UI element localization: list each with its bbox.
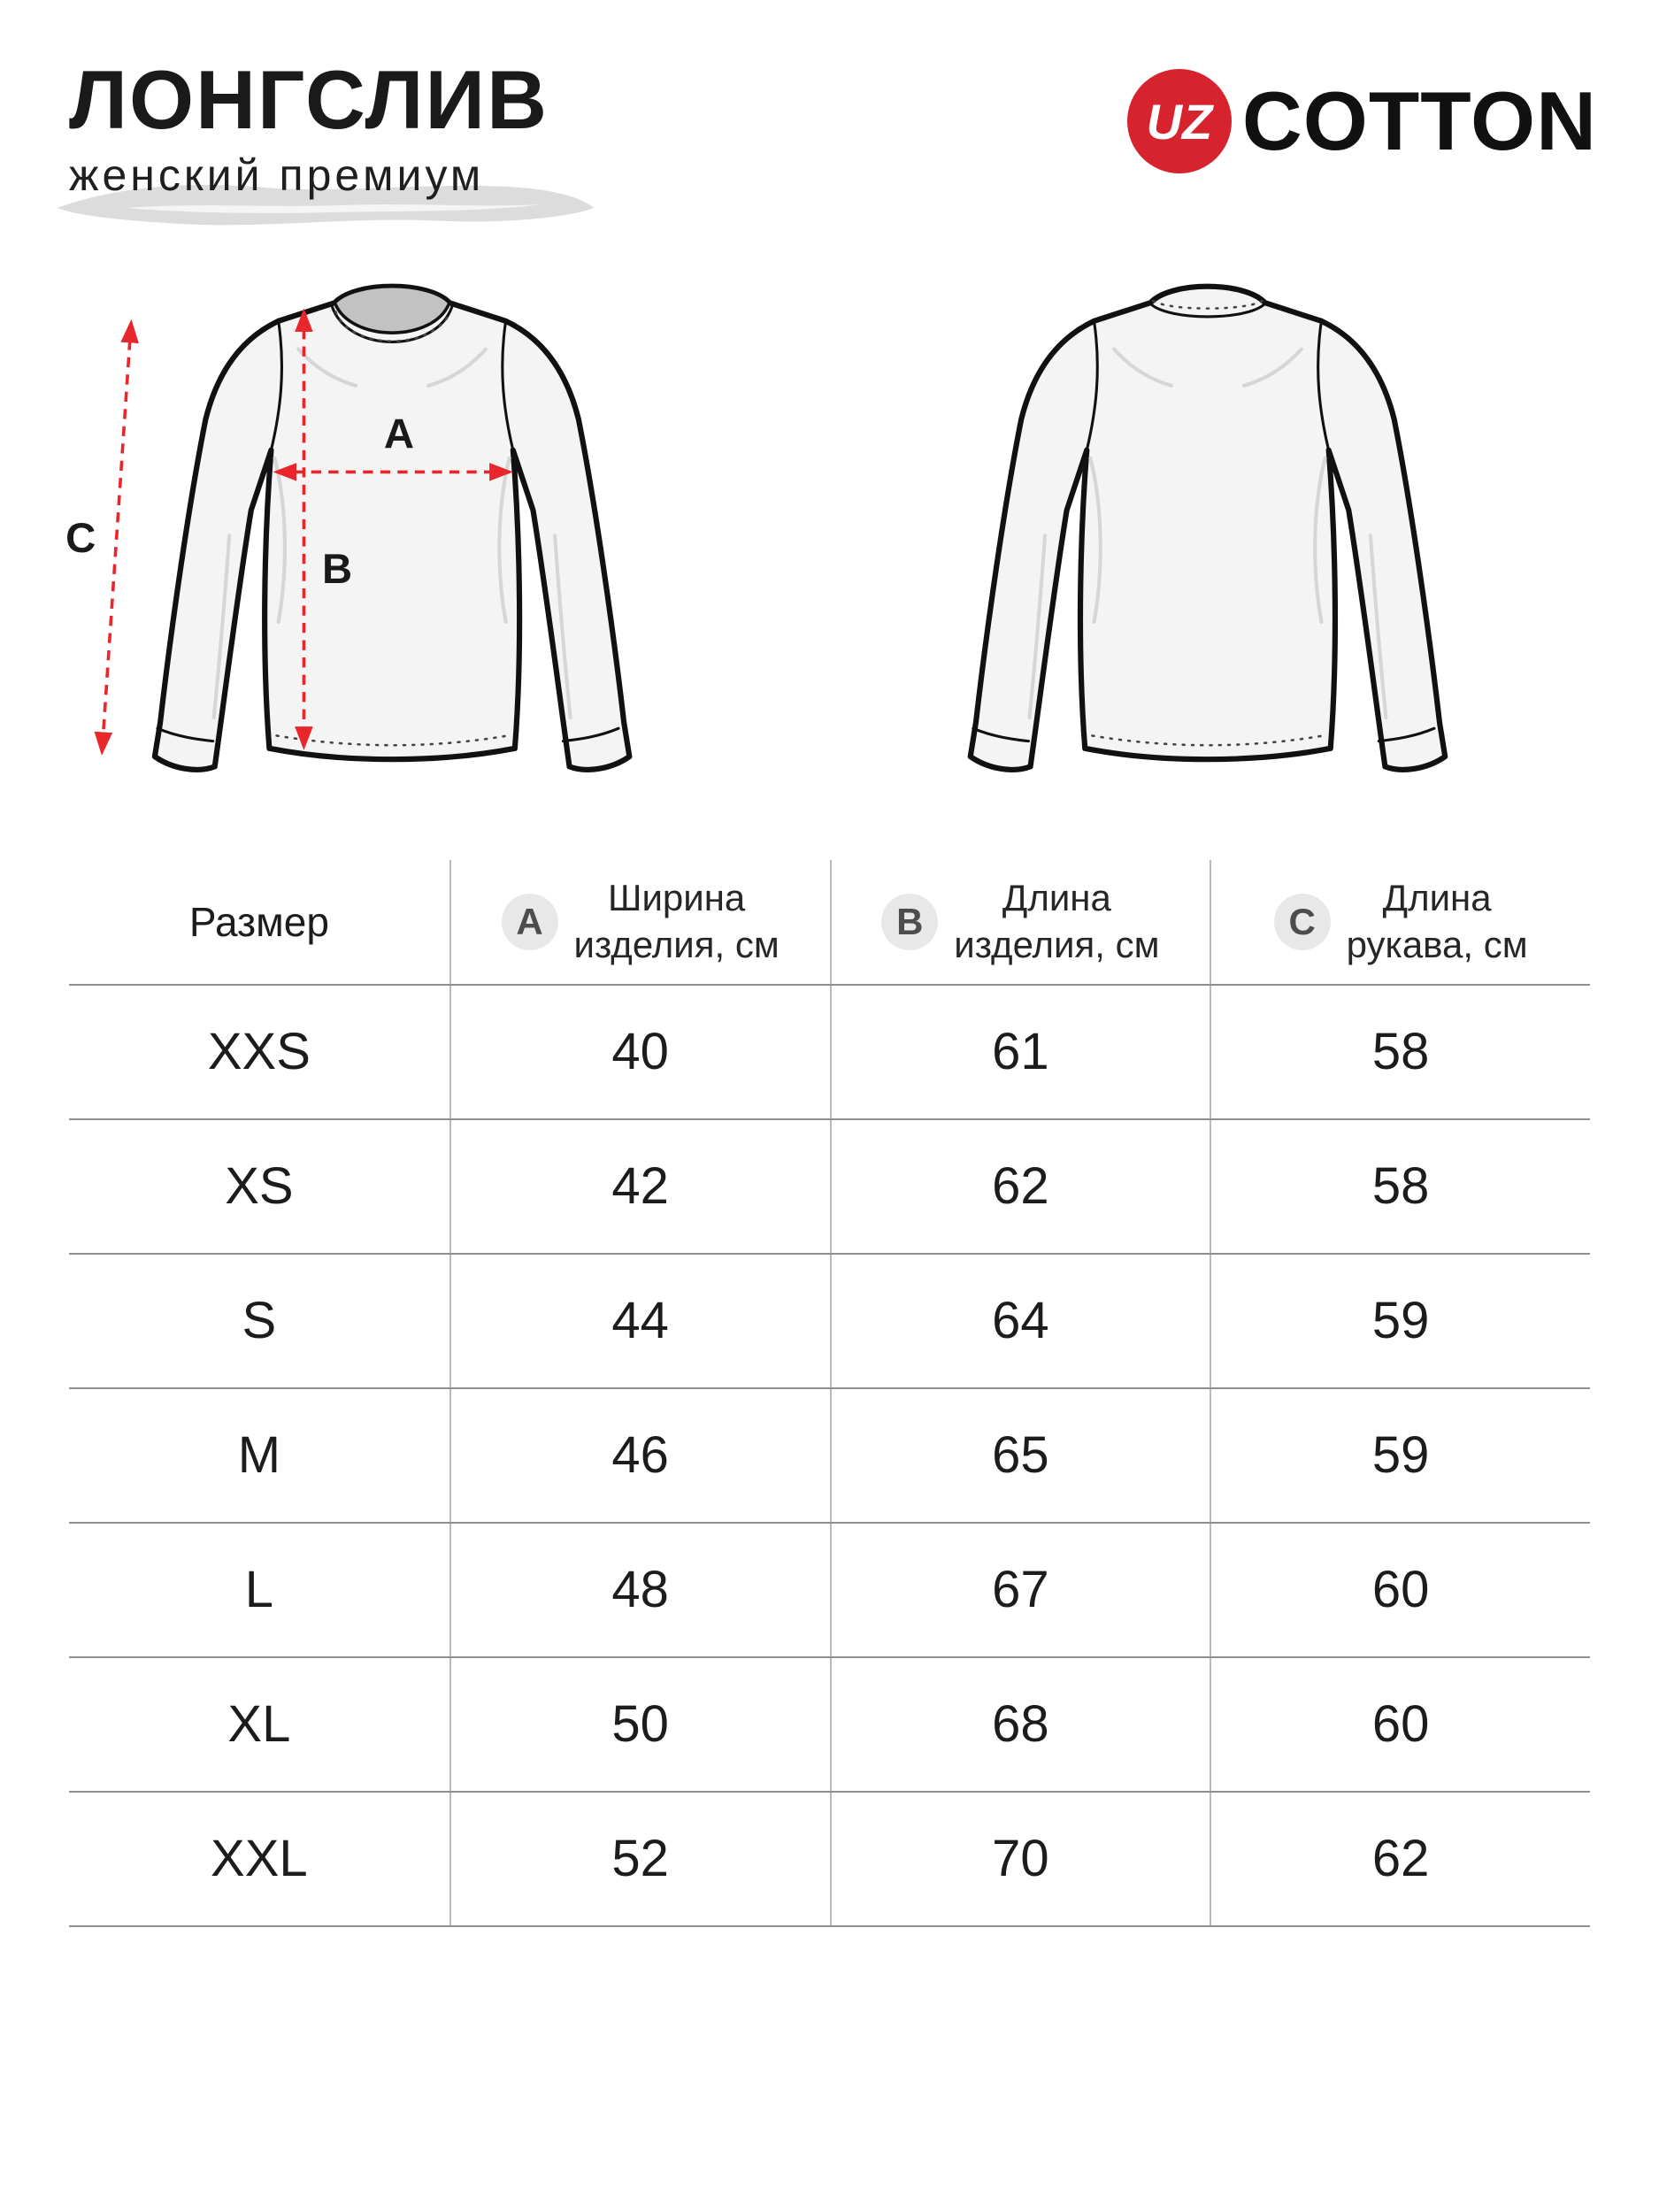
title-block <box>69 53 549 201</box>
logo-brand-name: COTTON <box>1241 74 1597 167</box>
sleeve-measure-label: C <box>65 514 96 562</box>
length-cell: 68 <box>830 1658 1210 1791</box>
width-measure-label: A <box>383 411 415 458</box>
table-row <box>69 1793 1590 1927</box>
length-cell: 61 <box>830 986 1210 1118</box>
header <box>35 53 1624 201</box>
sleeve-arrow <box>102 323 131 752</box>
size-cell: XL <box>227 1695 291 1754</box>
size-table <box>69 860 1590 1927</box>
sleeve-cell: 62 <box>1210 1793 1590 1925</box>
width-cell: 42 <box>449 1120 830 1253</box>
sleeve-cell: 60 <box>1210 1524 1590 1656</box>
sleeve-cell: 59 <box>1210 1255 1590 1387</box>
length-measure-label: B <box>322 545 353 593</box>
length-cell: 62 <box>830 1120 1210 1253</box>
shirt-outline <box>155 286 630 769</box>
letter-b-badge-icon: B <box>881 894 938 950</box>
table-row <box>69 1389 1590 1524</box>
table-row <box>69 1255 1590 1389</box>
page-subtitle: женский премиум <box>69 150 485 200</box>
size-cell: XXL <box>211 1830 308 1888</box>
table-row <box>69 1658 1590 1793</box>
width-cell: 48 <box>449 1524 830 1656</box>
shirt-outline <box>971 286 1446 769</box>
width-column-label <box>574 875 780 968</box>
size-cell: S <box>242 1292 277 1350</box>
sleeve-cell: 58 <box>1210 1120 1590 1253</box>
sleeve-column-label <box>1347 875 1528 968</box>
column-unit: изделия, см <box>954 923 1160 965</box>
sleeve-cell: 60 <box>1210 1658 1590 1791</box>
table-header-row <box>69 860 1590 986</box>
sleeve-column-header <box>1210 860 1590 984</box>
sleeve-cell: 59 <box>1210 1389 1590 1522</box>
logo-uz-badge-icon: UZ <box>1127 69 1232 173</box>
shirt-silhouette <box>155 286 630 769</box>
column-unit: рукава, см <box>1346 923 1528 965</box>
column-title: Ширина <box>607 877 746 919</box>
column-title: Длина <box>1382 877 1492 919</box>
width-cell: 50 <box>449 1658 830 1791</box>
width-cell: 40 <box>449 986 830 1118</box>
back-view-drawing <box>918 263 1500 819</box>
letter-c-badge-icon: C <box>1274 894 1331 950</box>
length-cell: 65 <box>830 1389 1210 1522</box>
width-cell: 44 <box>449 1255 830 1387</box>
size-cell: XXS <box>207 1023 311 1081</box>
length-cell: 67 <box>830 1524 1210 1656</box>
size-cell: L <box>244 1561 273 1619</box>
garment-views <box>35 263 1624 819</box>
size-cell: XS <box>225 1157 294 1216</box>
length-column-label <box>954 875 1159 968</box>
column-unit: изделия, см <box>573 923 780 965</box>
length-cell: 70 <box>830 1793 1210 1925</box>
length-cell: 64 <box>830 1255 1210 1387</box>
letter-a-badge-icon: A <box>502 894 558 950</box>
brand-logo <box>1127 69 1597 173</box>
width-cell: 46 <box>449 1389 830 1522</box>
size-column-header: Размер <box>188 898 329 945</box>
page-title: ЛОНГСЛИВ <box>69 53 549 146</box>
length-column-header <box>830 860 1210 984</box>
width-cell: 52 <box>449 1793 830 1925</box>
width-column-header <box>449 860 830 984</box>
table-row <box>69 1524 1590 1658</box>
size-cell: M <box>237 1426 281 1485</box>
sleeve-cell: 58 <box>1210 986 1590 1118</box>
table-row <box>69 986 1590 1120</box>
table-row <box>69 1120 1590 1255</box>
front-view-drawing <box>60 263 715 819</box>
column-title: Длина <box>1002 877 1111 919</box>
